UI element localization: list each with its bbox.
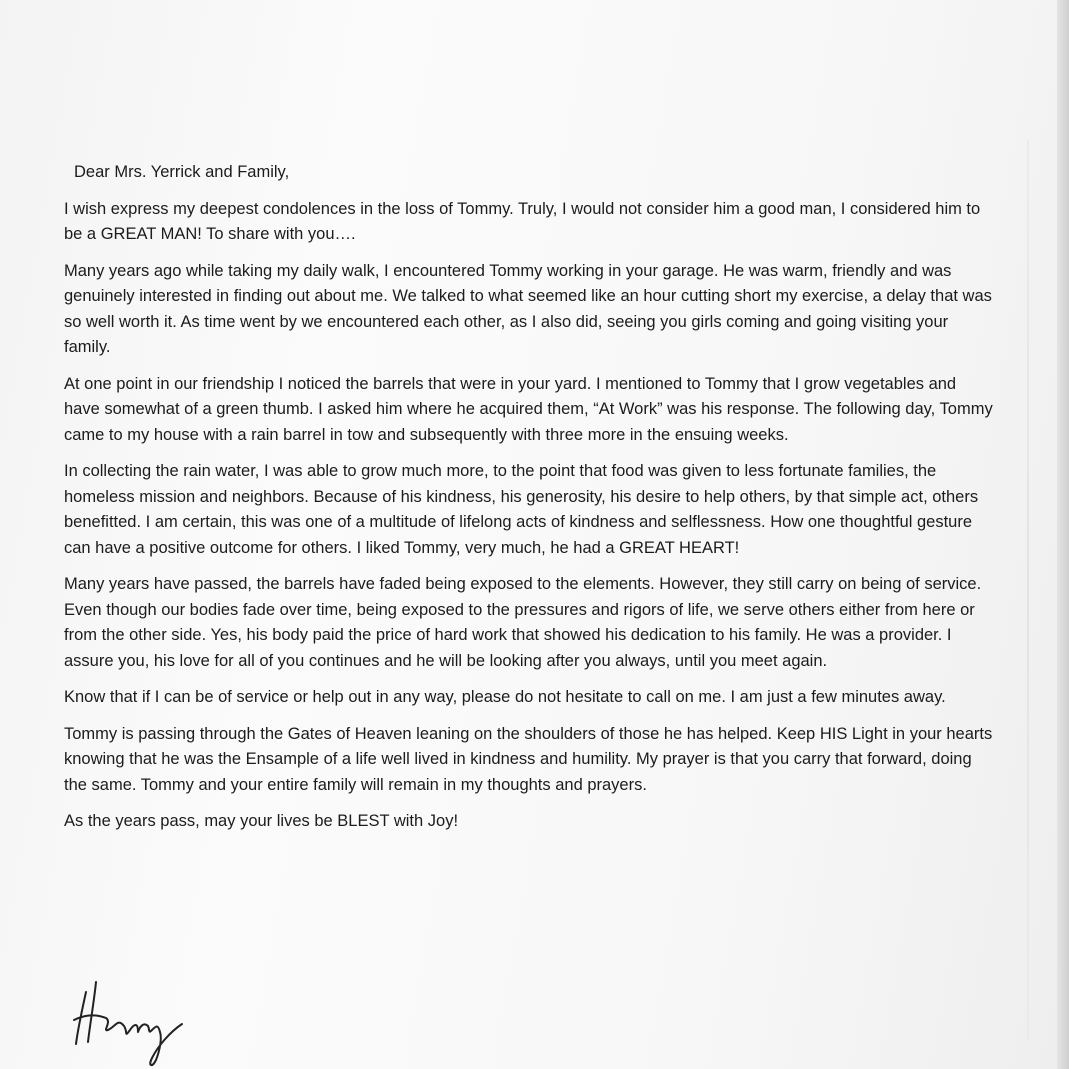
paper-fold-shadow	[1027, 140, 1029, 1040]
paragraph-barrels: At one point in our friendship I noticed the barrels that were in your yard. I mentioned to Tommy that I grow vegetables and have somewhat of a green thumb. I asked him where he acquired them, “At Work” was his response. The following day, Tommy came to my house with a rain barrel in tow and subsequently with three more in the ensuing weeks.	[64, 374, 993, 444]
paragraph-condolences: I wish express my deepest condolences in the loss of Tommy. Truly, I would not consider him a good man, I considered him to be a GREAT MAN! To share with you….	[64, 199, 981, 243]
letter-body	[64, 160, 994, 846]
paragraph-gates-of-heaven: Tommy is passing through the Gates of Heaven leaning on the shoulders of those he has helped. Keep HIS Light in your hearts knowing that he was the Ensample of a life well lived in kindness and humility. My prayer is that you carry that forward, doing the same. Tommy and your entire family will remain in my thoughts and prayers.	[64, 724, 993, 794]
paper-edge	[1057, 0, 1069, 1069]
paragraph-rain-water: In collecting the rain water, I was able to grow much more, to the point that food was given to less fortunate families, the homeless mission and neighbors. Because of his kindness, his generosity, his desire to help others, by that simple act, others benefitted. I am certain, this was one of a multitude of lifelong acts of kindness and selflessness. How one thoughtful gesture can have a positive outcome for others. I liked Tommy, very much, he had a GREAT HEART!	[64, 462, 979, 557]
salutation: Dear Mrs. Yerrick and Family,	[74, 163, 290, 181]
paragraph-first-meeting: Many years ago while taking my daily walk, I encountered Tommy working in your garage. He was warm, friendly and was genuinely interested in finding out about me. We talked to what seemed like an hour cutting short my exercise, a delay that was so well worth it. As time went by we encountered each other, as I also did, seeing you girls coming and going visiting your family.	[64, 261, 992, 356]
paragraph-years-passed: Many years have passed, the barrels have faded being exposed to the elements. However, they still carry on being of service. Even though our bodies fade over time, being exposed to the pressures and rigors of life, we serve others either from here or from the other side. Yes, his body paid the price of hard work that showed his dedication to his family. He was a provider. I assure you, his love for all of you continues and he will be looking after you always, until you meet again.	[64, 575, 982, 670]
paragraph-offer-help: Know that if I can be of service or help out in any way, please do not hesitate to call on me. I am just a few minutes away.	[64, 688, 946, 706]
handwritten-signature	[72, 980, 202, 1069]
paragraph-closing: As the years pass, may your lives be BLEST with Joy!	[64, 812, 459, 830]
